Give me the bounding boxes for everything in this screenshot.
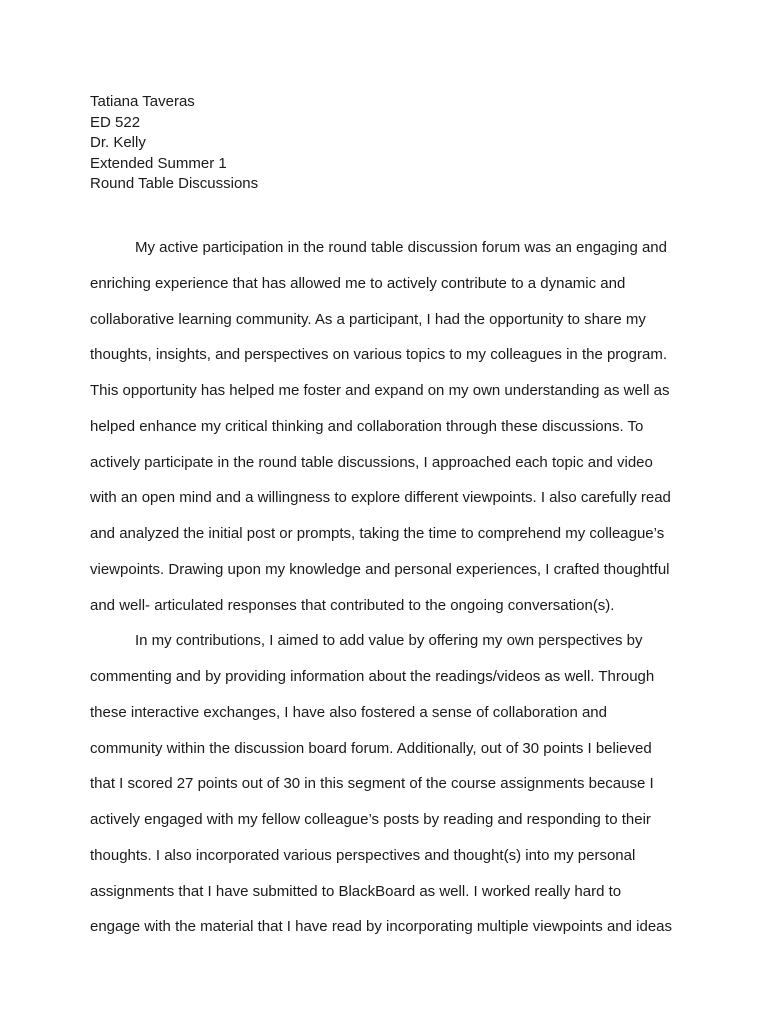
paragraph-1-line: This opportunity has helped me foster and expand on my own understanding as well as xyxy=(90,382,670,399)
paragraph-2-line: In my contributions, I aimed to add value by offering my own perspectives by xyxy=(135,632,643,650)
paragraph-1-line: with an open mind and a willingness to explore different viewpoints. I also carefully read xyxy=(90,489,671,507)
paragraph-1-line: viewpoints. Drawing upon my knowledge and personal experiences, I crafted thoughtful xyxy=(90,560,670,578)
paragraph-2-line: commenting and by providing information about the readings/videos as well. Through xyxy=(90,668,655,685)
paragraph-1-line: thoughts, insights, and perspectives on various topics to my colleagues in the program. xyxy=(90,346,667,364)
document-header xyxy=(90,92,690,195)
author-name: Tatiana Taveras xyxy=(90,93,195,110)
term-name: Extended Summer 1 xyxy=(90,154,227,172)
paragraph-2-line: thoughts. I also incorporated various perspectives and thought(s) into my personal xyxy=(90,846,636,864)
paragraph-2-line: that I scored 27 points out of 30 in this segment of the course assignments because I xyxy=(90,775,654,793)
paragraph-1-line: collaborative learning community. As a participant, I had the opportunity to share my xyxy=(90,310,646,328)
paragraph-1-line: My active participation in the round table discussion forum was an engaging and xyxy=(135,239,667,256)
paragraph-2-line: engage with the material that I have read by incorporating multiple viewpoints and ideas xyxy=(90,918,673,936)
course-code: ED 522 xyxy=(90,113,141,131)
document-body xyxy=(90,230,690,945)
paragraph-1-line: actively participate in the round table discussions, I approached each topic and video xyxy=(90,453,653,471)
paragraph-1-line: and well- articulated responses that contributed to the ongoing conversation(s). xyxy=(90,596,615,614)
paragraph-2-line: these interactive exchanges, I have also fostered a sense of collaboration and xyxy=(90,703,607,721)
paragraph-2-line: community within the discussion board forum. Additionally, out of 30 points I believed xyxy=(90,739,652,757)
document-title: Round Table Discussions xyxy=(90,175,259,192)
paragraph-2-line: assignments that I have submitted to BlackBoard as well. I worked really hard to xyxy=(90,882,622,900)
paragraph-1-line: enriching experience that has allowed me to actively contribute to a dynamic and xyxy=(90,274,626,292)
instructor-name: Dr. Kelly xyxy=(90,134,146,151)
paragraph-1-line: helped enhance my critical thinking and collaboration through these discussions. To xyxy=(90,417,644,435)
paragraph-2-line: actively engaged with my fellow colleague’s posts by reading and responding to their xyxy=(90,811,651,828)
paragraph-1-line: and analyzed the initial post or prompts, taking the time to comprehend my colleague’s xyxy=(90,525,665,542)
